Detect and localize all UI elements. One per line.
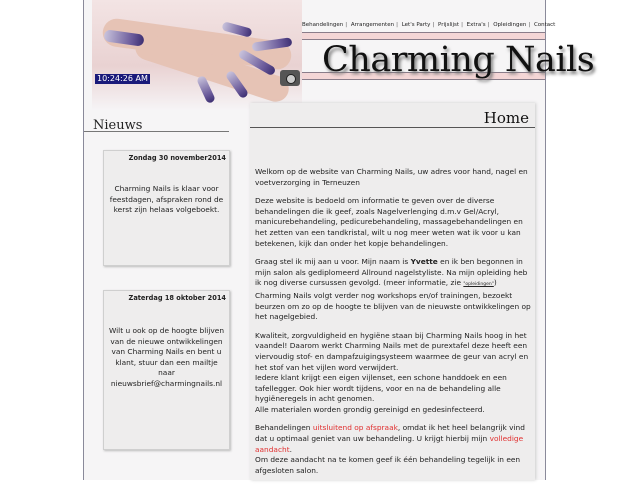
text: .	[289, 444, 292, 454]
news-item	[103, 290, 230, 450]
text: Behandelingen	[255, 423, 313, 433]
camera-icon	[280, 70, 300, 86]
text: Kwaliteit, zorgvuldigheid en hygiëne staan bij Charming Nails hoog in het vaandel! Daarom werkt Charming Nails met de purextafel deze heeft een viervoudig stof- en dampafzuigingsysteem waarmee de geur van acryl en het stof van het vijlen word verwijdert.	[255, 330, 529, 372]
intro-paragraph: Welkom op de website van Charming Nails, uw adres voor hand, nagel en voetverzorging in Terneuzen	[255, 167, 528, 187]
site-logo-title: Charming Nails	[322, 40, 595, 80]
highlight-text: volledige aandacht	[255, 434, 524, 454]
nav-lets-party[interactable]: Let's Party	[401, 22, 431, 28]
text: Graag stel ik mij aan u voor. Mijn naam is	[255, 257, 411, 267]
opleidingen-link[interactable]: "opleidingen"	[463, 282, 494, 288]
text: Iedere klant krijgt een eigen vijlenset, een schone handdoek en een tafellegger. Ook hier wordt tijdens, voor en na de behandeling alle hygiëneregels in acht genomen.	[255, 373, 507, 404]
nav-arrangementen[interactable]: Arrangementen	[350, 22, 395, 28]
text: Om deze aandacht na te komen geef ik één behandeling tegelijk in een afgesloten salon.	[255, 455, 521, 475]
text: , omdat ik het heel belangrijk vind dat u optimaal geniet van uw behandeling. U krijgt hierbij mijn	[255, 423, 525, 444]
divider	[250, 127, 535, 128]
nav-contact[interactable]: Contact	[533, 22, 556, 28]
nav-opleidingen[interactable]: Opleidingen	[493, 22, 527, 28]
main-nav: Behandelingen | Arrangementen | Let's Party | Prijslijst | Extra's | Opleidingen | Contact	[302, 22, 556, 28]
highlight-text: uitsluitend op afspraak	[312, 423, 398, 433]
page-title: Home	[483, 109, 529, 127]
news-item	[103, 150, 230, 266]
text: en ik ben begonnen in mijn salon als gediplomeerd Allround nagelstyliste. Na mijn opleiding heb ik nog diverse cursussen gevolgd. (meer informatie, zie	[255, 257, 528, 288]
about-paragraph	[255, 257, 531, 323]
nav-behandelingen[interactable]: Behandelingen	[302, 22, 344, 28]
services-paragraph: Deze website is bedoeld om informatie te geven over de diverse behandelingen die ik geef, zoals Nagelverlenging d.m.v Gel/Acryl, manicurebehandeling, pedicurebehandeling, massagebehandelingen en het zetten van een tandkristal, wilt u nog meer weten wat ik voor u kan betekenen, kijk dan onder het kopje behandelingen.	[255, 196, 523, 248]
text: Alle materialen worden grondig gereinigd en gedesinfecteerd.	[255, 404, 485, 414]
divider	[84, 131, 229, 132]
news-text: Wilt u ook op de hoogte blijven van de nieuwe ontwikkelingen van Charming Nails en bent u klant, stuur dan een mailtje naar nieuwsbrief@charmingnails.nl	[108, 326, 225, 388]
news-date: Zondag 30 november2014	[128, 154, 226, 162]
text: Charming Nails volgt verder nog workshops en/of trainingen, bezoekt beurzen om zo op de hoogte te blijven van de nieuwste ontwikkelingen op het nagelgebied.	[255, 290, 531, 322]
news-text: Charming Nails is klaar voor feestdagen, afspraken rond de kerst zijn helaas volgeboekt.	[109, 184, 224, 214]
text: )	[493, 278, 497, 288]
nav-prijslijst[interactable]: Prijslijst	[438, 22, 460, 28]
quality-paragraph	[255, 331, 531, 416]
hands-nails-image	[92, 0, 302, 110]
clock: 10:24:26 AM	[97, 74, 148, 83]
appointment-paragraph	[255, 423, 531, 476]
news-heading: Nieuws	[93, 118, 143, 133]
main-text	[255, 167, 531, 484]
news-date: Zaterdag 18 oktober 2014	[128, 294, 226, 302]
nav-extras[interactable]: Extra's	[466, 22, 486, 28]
owner-name: Yvette	[410, 257, 438, 267]
